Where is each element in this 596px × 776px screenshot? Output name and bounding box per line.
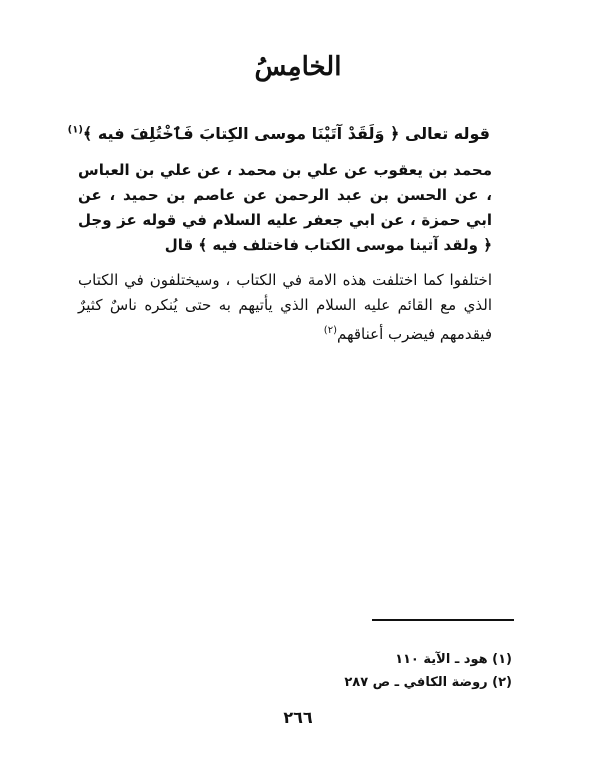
hadith-text-paragraph	[78, 268, 492, 347]
footnote-2: (٢) روضة الكافي ـ ص ٢٨٧	[344, 675, 512, 690]
quran-verse-line	[67, 124, 490, 143]
verse-text: قوله تعالى ﴿ وَلَقَدْ آتَيْنَا موسى الكِتابَ فَٱخْتُلِفَ فيه ﴾	[82, 124, 490, 143]
footnote-1: (١) هود ـ الآية ١١٠	[395, 652, 512, 667]
footnote-marker-1: (١)	[67, 124, 83, 136]
footnote-marker-2: (٢)	[323, 325, 337, 336]
page-number: ٢٦٦	[283, 708, 313, 727]
hadith-text: اختلفوا كما اختلفت هذه الامة في الكتاب ، وسيختلفون في الكتاب الذي مع القائم عليه السلام الذي يأتيهم به حتى يُنكره ناسٌ كثيرٌ فيقدمهم فيضرب أعناقهم	[78, 271, 492, 343]
chapter-heading: الخامِسُ	[254, 52, 342, 82]
footnotes	[212, 648, 512, 694]
hadith-chain-paragraph: محمد بن يعقوب عن علي بن محمد ، عن علي بن العباس ، عن الحسن بن عبد الرحمن عن عاصم بن حميد ، عن ابي حمزة ، عن ابي جعفر عليه السلام في قوله عز وجل ﴿ ولقد آتينا موسى الكتاب فاختلف فيه ﴾ قال	[78, 161, 492, 254]
footnote-divider	[372, 619, 514, 621]
